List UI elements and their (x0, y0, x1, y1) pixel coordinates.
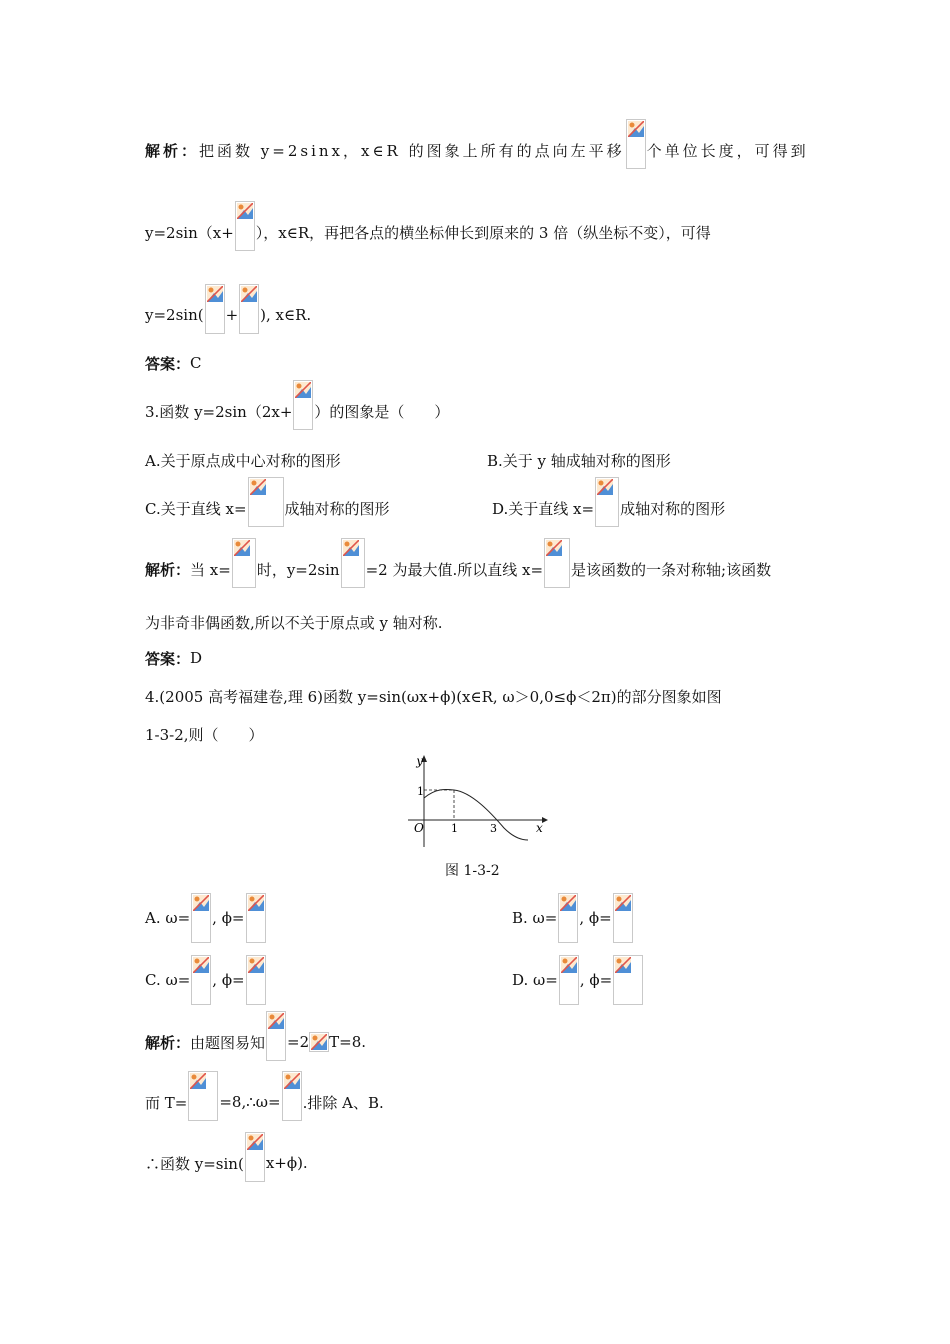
sine-curve (424, 789, 528, 840)
text: 为非奇非偶函数,所以不关于原点或 y 轴对称. (145, 613, 443, 632)
option-text: B.关于 y 轴成轴对称的图形 (487, 451, 671, 470)
broken-image-icon (235, 201, 255, 251)
broken-image-icon (309, 1032, 329, 1052)
option-text: B. ω= (512, 909, 558, 927)
solution-3-line-1 (145, 554, 771, 584)
broken-image-icon (191, 955, 211, 1005)
answer-1 (145, 348, 202, 378)
option-text: 成轴对称的图形 (284, 499, 390, 518)
text: 把函数 y=2sinx，x∈R 的图象上所有的点向左平移 (199, 141, 625, 160)
answer-label: 答案： (145, 649, 191, 668)
text: 是该函数的一条对称轴;该函数 (571, 560, 772, 579)
text: y=2sin（x+ (145, 223, 234, 242)
text: ), x∈R. (260, 306, 312, 324)
option-text: , ϕ= (212, 909, 245, 927)
q4-option-a (145, 903, 267, 933)
answer-label: 答案： (145, 354, 191, 373)
text: =2 为最大值.所以直线 x= (365, 560, 544, 579)
question-4-line-1 (145, 681, 722, 711)
broken-image-icon (341, 538, 365, 588)
broken-image-icon (248, 477, 284, 527)
broken-image-icon (188, 1071, 218, 1121)
broken-image-icon (191, 893, 211, 943)
broken-image-icon (558, 893, 578, 943)
answer-value: C (190, 354, 202, 372)
option-text: D.关于直线 x= (492, 499, 595, 518)
broken-image-icon (595, 477, 619, 527)
option-text: , ϕ= (579, 971, 613, 989)
broken-image-icon (626, 119, 646, 169)
solution-label: 解析： (145, 141, 200, 160)
solution-4-line-3 (145, 1148, 308, 1178)
broken-image-icon (282, 1071, 302, 1121)
text: .排除 A、B. (302, 1093, 384, 1112)
solution-line-3 (145, 300, 311, 330)
broken-image-icon (205, 284, 225, 334)
solution-line-2 (145, 217, 711, 247)
text: 3.函数 y=2sin（2x+ (145, 402, 293, 421)
text: x+ϕ). (265, 1154, 308, 1172)
broken-image-icon (613, 893, 633, 943)
q3-option-b (487, 445, 671, 475)
broken-image-icon (246, 955, 266, 1005)
text: 由题图易知 (190, 1033, 266, 1052)
tick-label-y-1: 1 (417, 785, 424, 798)
question-3-stem (145, 396, 449, 426)
broken-image-icon (246, 893, 266, 943)
text: ∴函数 y=sin( (145, 1154, 244, 1173)
figure-caption: 图 1-3-2 (445, 863, 500, 879)
solution-3-line-2 (145, 607, 443, 637)
text: ），x∈R，再把各点的横坐标伸长到原来的 3 倍（纵坐标不变），可得 (255, 223, 711, 242)
text: ）的图象是（ ） (314, 402, 450, 421)
solution-4-line-1 (145, 1027, 366, 1057)
option-text: A. ω= (145, 909, 191, 927)
tick-label-x-3: 3 (490, 822, 497, 835)
origin-label: O (414, 821, 424, 835)
option-text: A.关于原点成中心对称的图形 (145, 451, 341, 470)
solution-label: 解析： (145, 560, 191, 579)
text: 当 x= (190, 560, 231, 579)
x-axis-label: x (536, 821, 543, 835)
x-axis-arrow (542, 817, 548, 823)
solution-line-1 (145, 135, 809, 165)
text: T=8. (329, 1033, 367, 1051)
q3-option-a (145, 445, 341, 475)
solution-4-line-2 (145, 1087, 384, 1117)
option-text: C.关于直线 x= (145, 499, 247, 518)
option-text: C. ω= (145, 971, 191, 989)
text: =2 (287, 1033, 310, 1051)
y-axis-label: y (416, 754, 423, 768)
text: + (225, 306, 239, 324)
text: 1-3-2,则（ ） (145, 725, 264, 744)
q3-option-d (492, 493, 725, 523)
option-text: , ϕ= (212, 971, 245, 989)
answer-3 (145, 643, 202, 673)
q4-option-b (512, 903, 634, 933)
option-text: D. ω= (512, 971, 558, 989)
text: 4.(2005 高考福建卷,理 6)函数 y=sin(ωx+ϕ)(x∈R, ω＞0,0≤ϕ＜2π)的部分图象如图 (145, 687, 722, 706)
broken-image-icon (266, 1011, 286, 1061)
question-4-line-2 (145, 719, 264, 749)
sine-graph-figure (400, 752, 550, 856)
text: 个单位长度，可得到 (646, 141, 809, 160)
q4-option-d (512, 965, 644, 995)
broken-image-icon (232, 538, 256, 588)
broken-image-icon (559, 955, 579, 1005)
text: =8,∴ω= (219, 1093, 281, 1111)
broken-image-icon (293, 380, 313, 430)
option-text: , ϕ= (579, 909, 612, 927)
answer-value: D (190, 649, 203, 667)
q3-option-c (145, 493, 390, 523)
option-text: 成轴对称的图形 (620, 499, 726, 518)
broken-image-icon (245, 1132, 265, 1182)
broken-image-icon (613, 955, 643, 1005)
q4-option-c (145, 965, 267, 995)
text: 而 T= (145, 1093, 188, 1112)
broken-image-icon (239, 284, 259, 334)
tick-label-x-1: 1 (451, 822, 458, 835)
text: y=2sin( (145, 306, 204, 324)
broken-image-icon (544, 538, 570, 588)
solution-label: 解析： (145, 1033, 191, 1052)
text: 时，y=2sin (256, 560, 340, 579)
